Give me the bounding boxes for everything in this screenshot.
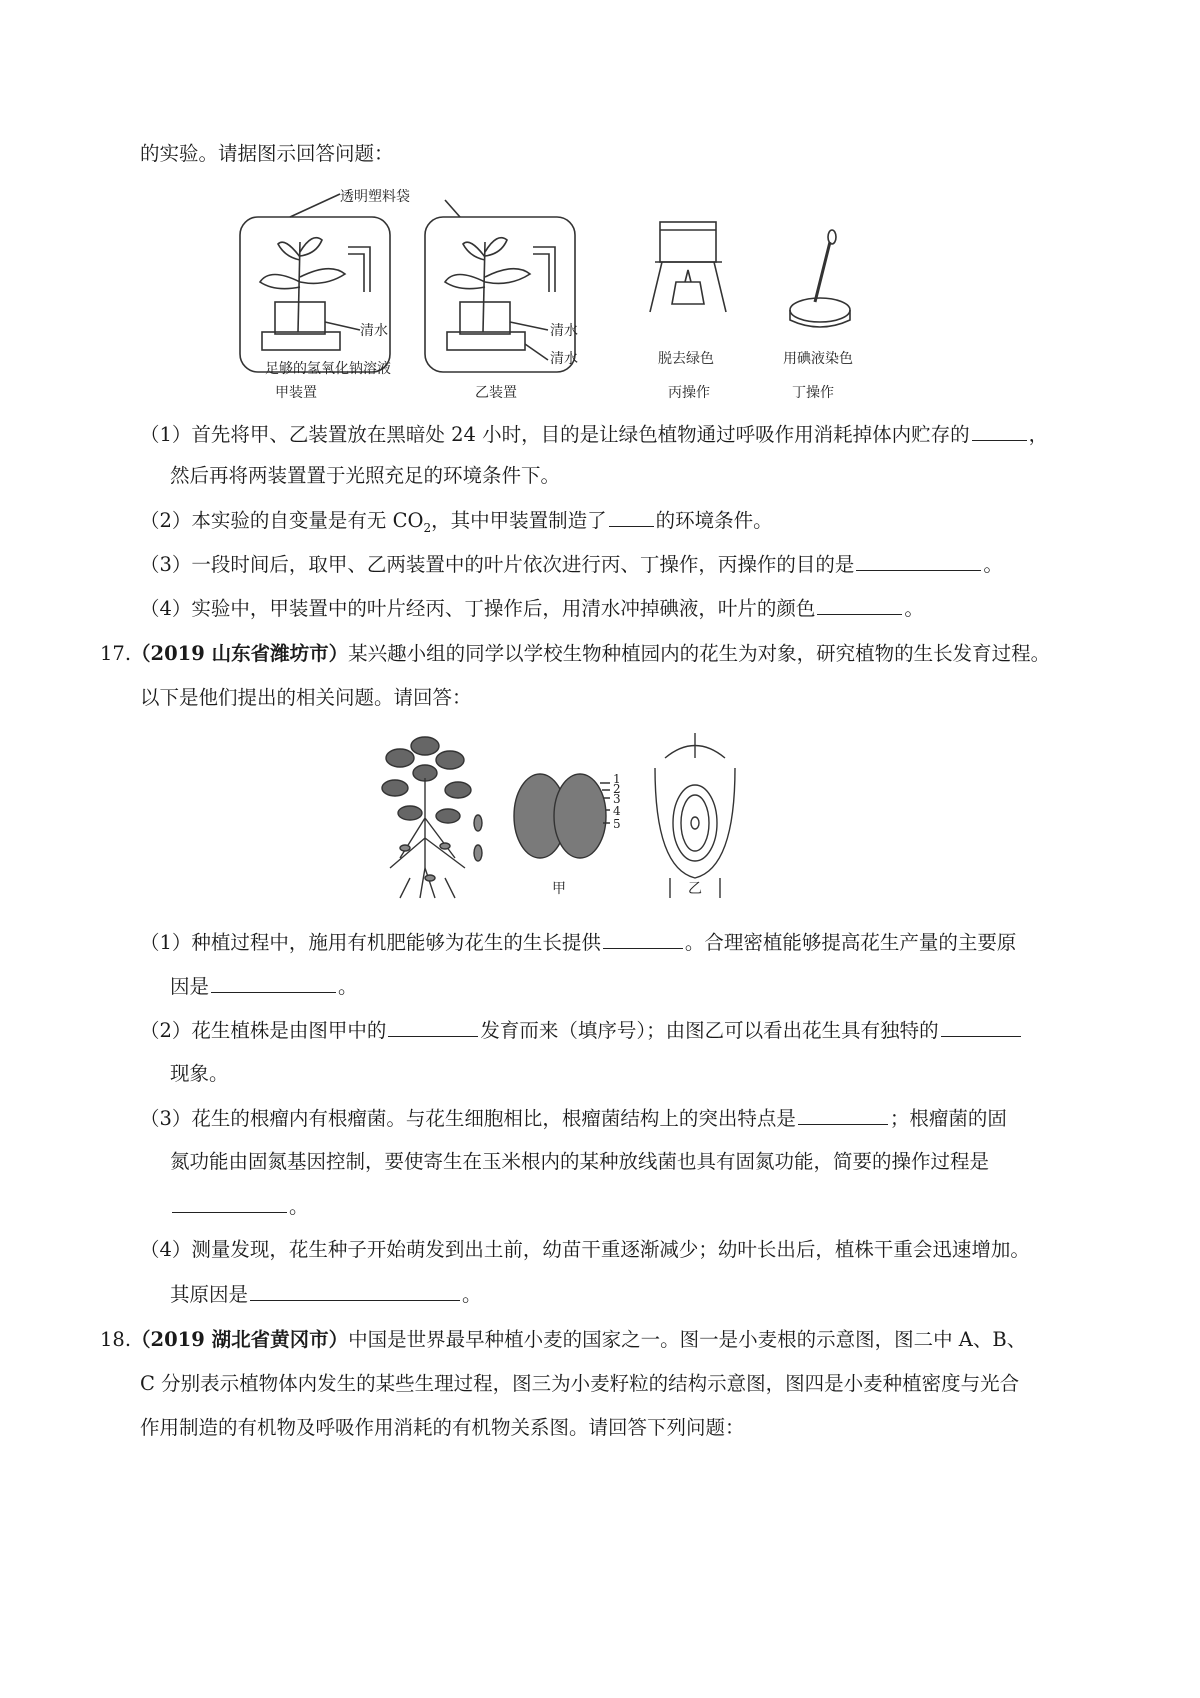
answer-blank[interactable] — [941, 1016, 1021, 1037]
peanut-plant — [382, 737, 482, 898]
q16-p4b: 。 — [904, 597, 924, 620]
q17-p4b: 其原因是 — [170, 1283, 249, 1306]
q17-line1 — [100, 640, 1050, 668]
bing-top-label: 脱去绿色 — [658, 351, 714, 367]
peanut-seed — [514, 774, 610, 858]
answer-blank[interactable] — [609, 506, 654, 527]
q17-part2-line2: 现象。 — [170, 1062, 229, 1085]
q17-part1-line1 — [140, 928, 1016, 957]
experiment-figure — [230, 182, 910, 404]
answer-blank[interactable] — [603, 928, 683, 949]
bing-label: 丙操作 — [668, 385, 710, 401]
peanut-flower-section — [655, 733, 735, 898]
q16-part2 — [140, 506, 773, 542]
q17-p3d: 。 — [289, 1195, 309, 1218]
q17-part3-line3 — [170, 1192, 309, 1221]
q17-part1-line2 — [170, 972, 358, 1001]
answer-blank[interactable] — [856, 550, 981, 571]
yi-label: 乙装置 — [475, 385, 517, 401]
water-label-3: 清水 — [550, 351, 578, 367]
question-source: （2019 湖北省黄冈市） — [131, 1328, 349, 1351]
naoh-label: 足够的氢氧化钠溶液 — [265, 361, 391, 377]
peanut-diagram — [370, 728, 770, 900]
q18-line3: 作用制造的有机物及呼吸作用消耗的有机物关系图。请回答下列问题： — [140, 1416, 745, 1439]
q16-p2a: （2）本实验的自变量是有无 CO — [140, 509, 424, 532]
answer-blank[interactable] — [798, 1104, 888, 1125]
q17-p1c: 因是 — [170, 975, 210, 998]
q16-p3b: 。 — [983, 553, 1003, 576]
answer-blank[interactable] — [388, 1016, 478, 1037]
q18-line2: C 分别表示植物体内发生的某些生理过程，图三为小麦籽粒的结构示意图，图四是小麦种植密度与光合 — [140, 1372, 1020, 1395]
water-label-2: 清水 — [550, 323, 578, 339]
q16-p1a-end: ， — [1028, 423, 1049, 446]
answer-blank[interactable] — [250, 1280, 460, 1301]
q16-p2b: ，其中甲装置制造了 — [431, 509, 607, 532]
q17-line2: 以下是他们提出的相关问题。请回答： — [140, 686, 472, 709]
q17-part4-line2 — [170, 1280, 482, 1309]
seed-part-2: 2 — [613, 782, 621, 796]
q16-part1-line1 — [140, 420, 1048, 449]
question-source: （2019 山东省潍坊市） — [131, 642, 349, 665]
seed-part-5: 5 — [613, 817, 621, 831]
q17-p4c: 。 — [462, 1283, 482, 1306]
ding-label: 丁操作 — [792, 385, 834, 401]
q17-part2-line1 — [140, 1016, 1023, 1045]
q17-p3a: （3）花生的根瘤内有根瘤菌。与花生细胞相比，根瘤菌结构上的突出特点是 — [140, 1107, 796, 1130]
figure-jia-label: 甲 — [552, 881, 566, 897]
bag-label: 透明塑料袋 — [340, 189, 410, 205]
q17-text-1: 某兴趣小组的同学以学校生物种植园内的花生为对象，研究植物的生长发育过程。 — [348, 642, 1051, 665]
q16-p1a: （1）首先将甲、乙装置放在黑暗处 24 小时，目的是让绿色植物通过呼吸作用消耗掉体内贮存的 — [140, 423, 970, 446]
q17-p1b: 。合理密植能够提高花生产量的主要原 — [684, 931, 1017, 954]
q17-p3b: ；根瘤菌的固 — [889, 1107, 1007, 1130]
q17-p2a: （2）花生植株是由图甲中的 — [140, 1019, 387, 1042]
figure-yi-label: 乙 — [688, 881, 702, 897]
q16-part1-line2: 然后再将两装置置于光照充足的环境条件下。 — [170, 464, 561, 487]
q16-p4a: （4）实验中，甲装置中的叶片经丙、丁操作后，用清水冲掉碘液，叶片的颜色 — [140, 597, 816, 620]
answer-blank[interactable] — [172, 1192, 287, 1213]
q16-p2c: 的环境条件。 — [655, 509, 773, 532]
q17-p1a: （1）种植过程中，施用有机肥能够为花生的生长提供 — [140, 931, 601, 954]
q17-part3-line2: 氮功能由固氮基因控制，要使寄生在玉米根内的某种放线菌也具有固氮功能，简要的操作过程是 — [170, 1150, 990, 1173]
q16-part3 — [140, 550, 1003, 579]
water-label-1: 清水 — [360, 323, 388, 339]
question-number: 18. — [100, 1328, 132, 1351]
q18-text-1: 中国是世界最早种植小麦的国家之一。图一是小麦根的示意图，图二中 A、B、 — [348, 1328, 1027, 1351]
ding-top-label: 用碘液染色 — [783, 351, 853, 367]
q18-line1 — [100, 1326, 1026, 1354]
question-number: 17. — [100, 642, 132, 665]
co2-subscript: 2 — [423, 520, 432, 535]
q17-p2b: 发育而来（填序号）；由图乙可以看出花生具有独特的 — [480, 1019, 939, 1042]
answer-blank[interactable] — [211, 972, 336, 993]
answer-blank[interactable] — [972, 420, 1027, 441]
answer-blank[interactable] — [817, 594, 902, 615]
q17-part3-line1 — [140, 1104, 1007, 1133]
seed-part-1: 1 — [613, 772, 621, 786]
seed-part-4: 4 — [613, 804, 621, 818]
jia-label: 甲装置 — [275, 385, 317, 401]
q17-p1d: 。 — [338, 975, 358, 998]
seed-part-3: 3 — [613, 792, 621, 806]
intro-text: 的实验。请据图示回答问题： — [140, 142, 394, 165]
q16-p3a: （3）一段时间后，取甲、乙两装置中的叶片依次进行丙、丁操作，丙操作的目的是 — [140, 553, 855, 576]
peanut-figure — [370, 728, 770, 900]
q17-part4-line1: （4）测量发现，花生种子开始萌发到出土前，幼苗干重逐渐减少；幼叶长出后，植株干重会迅速增加。 — [140, 1238, 1030, 1261]
q16-part4 — [140, 594, 924, 623]
